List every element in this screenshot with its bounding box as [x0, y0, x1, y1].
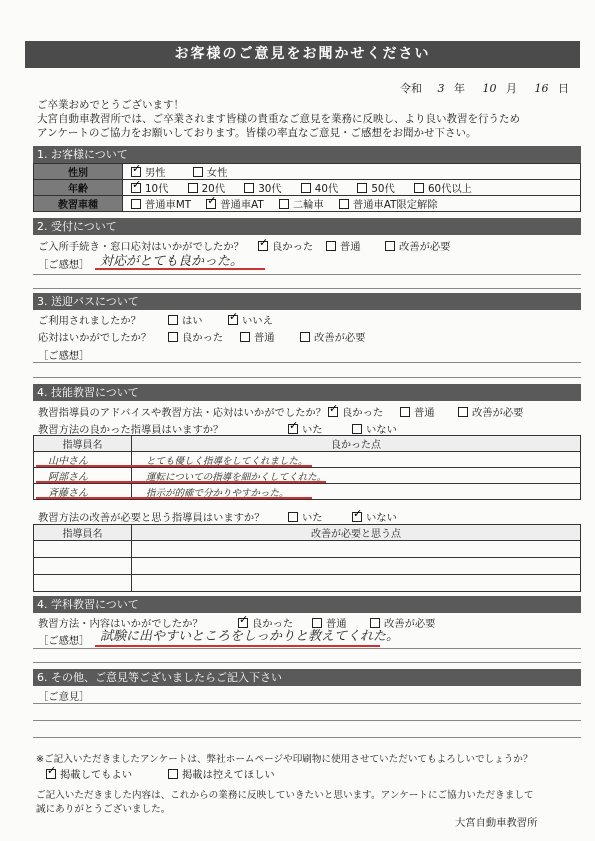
checkbox-at-limit-release[interactable] [339, 199, 349, 209]
date-line [400, 80, 569, 96]
col-instructor-name: 指導員名 [34, 525, 132, 541]
vehicle-options [123, 196, 581, 212]
option-label: いない [366, 512, 397, 524]
table-row [34, 575, 581, 592]
writing-line [33, 703, 581, 704]
option-label: 普通車MT [145, 199, 192, 211]
checkbox-publish-no[interactable] [168, 769, 178, 779]
age-label: 年齢 [34, 180, 123, 196]
good-point: 指示が的確で分かりやすかった。 [132, 484, 581, 500]
age-row [34, 180, 581, 196]
thanks-line-2: 誠にありがとうございました。 [36, 804, 171, 815]
option-label: はい [182, 315, 203, 327]
checkbox-instructor-good[interactable] [328, 407, 338, 417]
checkbox-good-yes[interactable] [288, 424, 298, 434]
option-label: いいえ [242, 315, 273, 327]
day-unit: 日 [558, 82, 569, 95]
checkbox-age-20s[interactable] [188, 183, 198, 193]
writing-line [33, 720, 581, 721]
section-1-header: 1. お客様について [33, 146, 581, 163]
gender-row [34, 164, 581, 180]
checkbox-male[interactable] [131, 167, 141, 177]
gender-options [123, 164, 581, 180]
writing-line [33, 737, 581, 738]
option-label: 普通 [326, 618, 347, 630]
writing-line [33, 648, 581, 649]
thanks-line-1: ご記入いただきました内容は、これからの業務に反映していきたいと思います。アンケートにご協力いただきまして [36, 790, 534, 801]
bus-use-question: ご利用されましたか？ [38, 315, 141, 327]
table-row [34, 558, 581, 575]
checkbox-age-40s[interactable] [301, 183, 311, 193]
checkbox-improve-no[interactable] [352, 512, 362, 522]
option-label: 掲載は控えてほしい [182, 769, 275, 781]
option-label: 良かった [182, 332, 224, 344]
section-3-header: 3. 送迎バスについて [33, 293, 581, 310]
writing-line [33, 274, 581, 275]
classroom-comment-label: ［ご感想］ [38, 635, 90, 647]
option-label: 普通 [254, 332, 275, 344]
reception-comment-label: ［ご感想］ [38, 259, 90, 271]
option-label: 普通 [414, 407, 435, 419]
red-underline [36, 481, 326, 483]
option-label: 50代 [371, 183, 395, 195]
option-label: 10代 [145, 183, 169, 195]
option-label: 20代 [201, 183, 225, 195]
day-value: 16 [534, 82, 549, 95]
option-label: 普通車AT [220, 199, 264, 211]
checkbox-bus-improve[interactable] [300, 332, 310, 342]
instructor-name: 阿部さん [34, 468, 132, 484]
col-good-point: 良かった点 [132, 436, 581, 452]
era: 令和 [400, 82, 422, 95]
month-value: 10 [482, 82, 497, 95]
section-5-header: 4. 学科教習について [33, 596, 581, 613]
option-label: 普通 [340, 241, 361, 253]
good-point: とても優しく指導をしてくれました。 [132, 452, 581, 468]
checkbox-mt[interactable] [131, 199, 141, 209]
checkbox-good-no[interactable] [352, 424, 362, 434]
form-title: お客様のご意見をお聞かせください [25, 41, 580, 68]
section-6-header: 6. その他、ご意見等ございましたらご記入下さい [33, 669, 581, 686]
writing-line [33, 377, 581, 378]
month-unit: 月 [506, 82, 517, 95]
gender-label: 性別 [34, 164, 123, 180]
good-point: 運転についての指導を細かくしてくれた。 [132, 468, 581, 484]
option-label: 40代 [314, 183, 339, 195]
instructor-name: 斉藤さん [34, 484, 132, 500]
checkbox-reception-improve[interactable] [385, 241, 395, 251]
reception-question: ご入所手続き・窓口応対はいかがでしたか？ [38, 241, 244, 253]
col-improve-point: 改善が必要と思う点 [132, 525, 581, 541]
table-row [34, 541, 581, 558]
customer-info-table [33, 163, 581, 212]
section-4-header: 4. 技能教習について [33, 384, 581, 401]
bus-service-question: 応対はいかがでしたか？ [38, 332, 152, 344]
intro-text [37, 98, 577, 140]
checkbox-bus-yes[interactable] [168, 315, 178, 325]
option-label: 女性 [206, 167, 228, 179]
checkbox-bus-good[interactable] [168, 332, 178, 342]
year-value: 3 [437, 82, 445, 95]
option-label: 男性 [145, 167, 166, 179]
checkbox-age-10s[interactable] [131, 183, 141, 193]
checkbox-publish-ok[interactable] [46, 769, 56, 779]
col-instructor-name: 指導員名 [34, 436, 132, 452]
option-label: 60代以上 [427, 183, 472, 195]
option-label: 普通車AT限定解除 [352, 199, 438, 211]
checkbox-age-60plus[interactable] [414, 183, 424, 193]
checkbox-age-50s[interactable] [357, 183, 367, 193]
writing-line [33, 288, 581, 289]
option-label: 改善が必要 [399, 241, 451, 253]
red-underline [36, 497, 312, 499]
checkbox-female[interactable] [193, 167, 203, 177]
red-underline [36, 465, 312, 467]
age-options [123, 180, 581, 196]
bus-comment-label: ［ご感想］ [38, 350, 90, 362]
year-unit: 年 [454, 82, 465, 95]
checkbox-bus-normal[interactable] [240, 332, 250, 342]
opinion-label: ［ご意見］ [38, 691, 90, 703]
intro-line: ご卒業おめでとうございます！ [37, 99, 184, 111]
writing-line [33, 662, 581, 663]
checkbox-improve-yes[interactable] [288, 512, 298, 522]
instructor-question: 教習指導員のアドバイスや教習方法・応対はいかがでしたか？ [38, 407, 327, 419]
checkbox-age-30s[interactable] [244, 183, 254, 193]
option-label: いた [302, 424, 323, 436]
checkbox-instructor-improve[interactable] [458, 407, 468, 417]
reception-comment: 対応がとても良かった。 [100, 254, 244, 269]
improve-instructor-question: 教習方法の改善が必要と思う指導員はいますか？ [38, 512, 265, 524]
option-label: 良かった [252, 618, 294, 630]
good-instructor-table [33, 435, 581, 500]
checkbox-reception-normal[interactable] [326, 241, 336, 251]
writing-line [33, 362, 581, 363]
option-label: 良かった [342, 407, 384, 419]
option-label: いた [302, 512, 323, 524]
comment-underline [95, 268, 265, 270]
intro-line: アンケートのご協力をお願いしております。皆様の率直なご意見・ご感想をお聞かせ下さい。 [37, 127, 477, 139]
option-label: 良かった [272, 241, 314, 253]
option-label: 改善が必要 [472, 407, 524, 419]
option-label: 改善が必要 [384, 618, 436, 630]
classroom-comment: 試験に出やすいところをしっかりと教えてくれた。 [100, 629, 400, 644]
instructor-name: 山中さん [34, 452, 132, 468]
vehicle-label: 教習車種 [34, 196, 123, 212]
checkbox-reception-good[interactable] [258, 241, 268, 251]
classroom-question: 教習方法・内容はいかがでしたか？ [38, 618, 203, 630]
checkbox-instructor-normal[interactable] [400, 407, 410, 417]
option-label: 掲載してもよい [60, 769, 133, 781]
vehicle-row [34, 196, 581, 212]
option-label: 二輪車 [292, 199, 324, 211]
checkbox-bus-no[interactable] [228, 315, 238, 325]
option-label: いない [366, 424, 397, 436]
section-2-header: 2. 受付について [33, 218, 581, 235]
intro-line: 大宮自動車教習所では、ご卒業されます皆様の貴重なご意見を業務に反映し、より良い教習を行うため [37, 113, 520, 125]
checkbox-at[interactable] [206, 199, 216, 209]
good-instructor-question: 教習方法の良かった指導員はいますか？ [38, 424, 224, 436]
comment-underline [95, 645, 380, 647]
publish-note: ※ご記入いただきましたアンケートは、弊社ホームページや印刷物に使用させていただいてもよろしいでしょうか？ [36, 754, 533, 765]
checkbox-motorcycle[interactable] [279, 199, 289, 209]
option-label: 30代 [258, 183, 282, 195]
improve-instructor-table [33, 524, 581, 592]
company-name: 大宮自動車教習所 [455, 817, 538, 829]
option-label: 改善が必要 [314, 332, 366, 344]
